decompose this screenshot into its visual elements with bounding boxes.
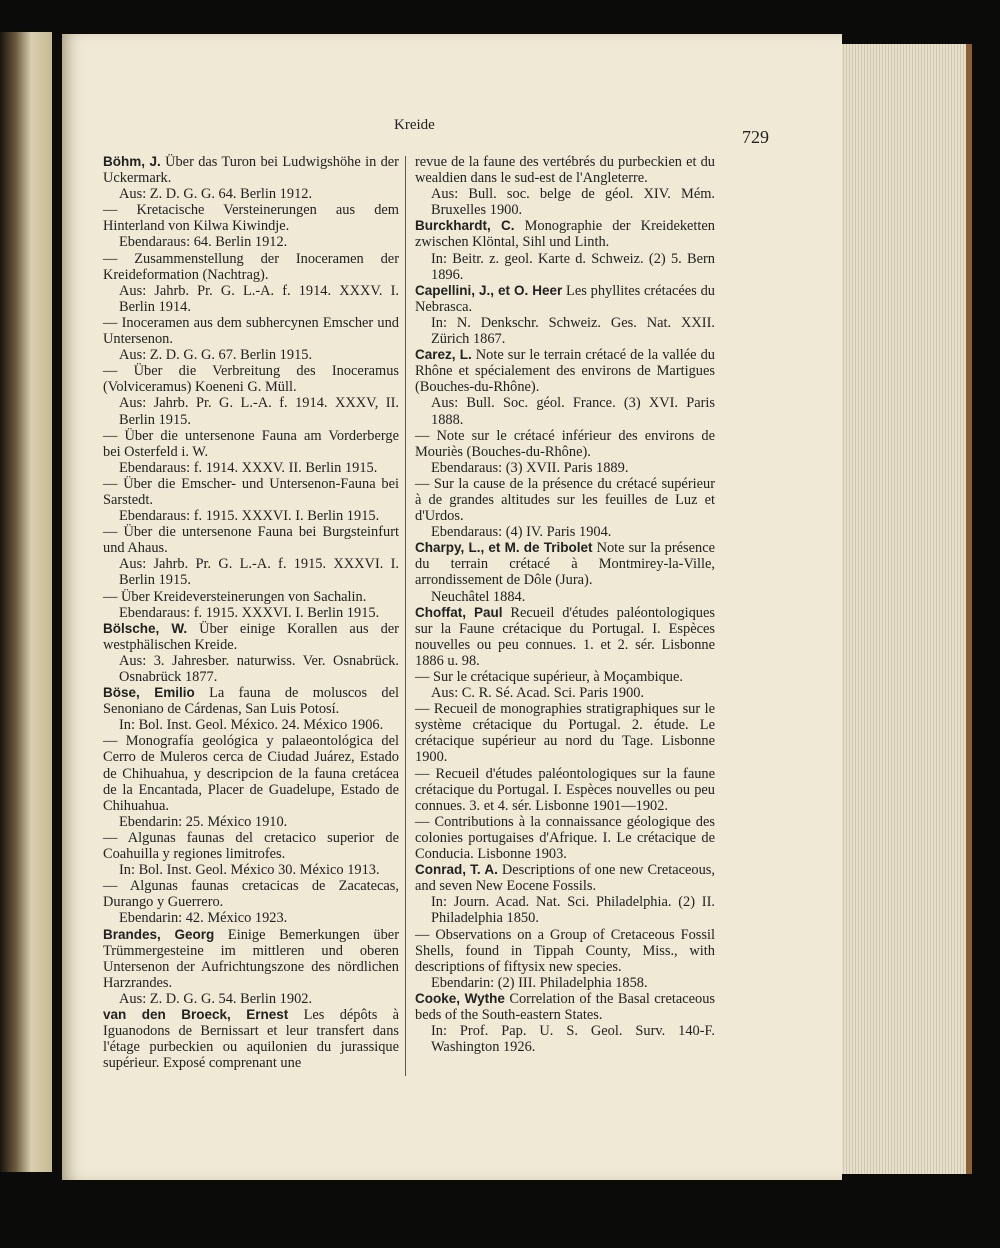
entry-source: Ebendaraus: f. 1914. XXXV. II. Berlin 1915. — [119, 459, 378, 476]
entry-source: Neuchâtel 1884. — [431, 588, 526, 605]
entry-source: Ebendarin: (2) III. Philadelphia 1858. — [431, 974, 648, 991]
entry-title: — Inoceramen aus dem subhercynen Emscher und Untersenon. — [103, 314, 399, 348]
bibliography-entry — [103, 428, 399, 476]
left-column — [103, 154, 399, 1071]
entry-source: Aus: 3. Jahresber. naturwiss. Ver. Osnabrück. Osnabrück 1877. — [119, 652, 399, 685]
entry-source: Ebendaraus: (4) IV. Paris 1904. — [431, 524, 612, 541]
entry-source: Aus: C. R. Sé. Acad. Sci. Paris 1900. — [431, 685, 645, 702]
entry-title: — Contributions à la connaissance géologique des colonies portugaises d'Afrique. I. Le crétacique de Conducia. Lisbonne 1903. — [415, 813, 715, 863]
entry-title: — Observations on a Group of Cretaceous Fossil Shells, found in Tippah County, Miss., with descriptions of fiftysix new species. — [415, 926, 715, 975]
column-divider — [405, 156, 406, 1076]
bibliography-entry — [415, 701, 715, 765]
entry-title: Über das Turon bei Ludwigshöhe in der Uckermark. — [103, 154, 399, 187]
entry-title: — Kretacische Versteinerungen aus dem Hinterland von Kilwa Kiwindje. — [103, 202, 399, 235]
entry-author: Böse, Emilio — [103, 685, 195, 701]
bibliography-entry — [103, 251, 399, 315]
bibliography-entry — [103, 830, 399, 878]
bibliography-entry — [415, 991, 715, 1055]
entry-title: — Sur le crétacique supérieur, à Moçambique. — [415, 669, 683, 685]
bibliography-entry — [103, 621, 399, 685]
bibliography-entry — [415, 347, 715, 427]
bibliography-entry — [103, 878, 399, 926]
bibliography-entry — [415, 476, 715, 540]
bibliography-entry — [103, 363, 399, 427]
bibliography-entry — [415, 605, 715, 669]
entry-author: Capellini, J., et O. Heer — [415, 282, 563, 298]
entry-source: In: N. Denkschr. Schweiz. Ges. Nat. XXII. Zürich 1867. — [431, 314, 715, 348]
bibliography-entry — [103, 685, 399, 733]
bibliography-entry — [103, 733, 399, 830]
bibliography-entry — [415, 154, 715, 218]
entry-title: Correlation of the Basal cretaceous beds of the South-eastern States. — [415, 990, 716, 1023]
bibliography-entry — [103, 202, 399, 250]
entry-title: — Zusammenstellung der Inoceramen der Kreideformation (Nachtrag). — [103, 250, 399, 283]
entry-title: — Über die Verbreitung des Inoceramus (Volviceramus) Koeneni G. Müll. — [103, 363, 399, 396]
entry-source: Aus: Jahrb. Pr. G. L.-A. f. 1914. XXXV, II. Berlin 1915. — [119, 395, 399, 428]
page-stack-edge — [838, 44, 972, 1174]
entry-source: Aus: Z. D. G. G. 64. Berlin 1912. — [119, 186, 313, 203]
bibliography-entry — [415, 428, 715, 476]
entry-source: In: Journ. Acad. Nat. Sci. Philadelphia. (2) II. Philadelphia 1850. — [431, 894, 715, 927]
entry-title: — Über die untersenone Fauna bei Burgsteinfurt und Ahaus. — [103, 524, 399, 557]
entry-author: Carez, L. — [415, 347, 472, 363]
entry-title: — Note sur le crétacé inférieur des environs de Mouriès (Bouches-du-Rhône). — [415, 427, 715, 460]
right-column — [415, 154, 715, 1055]
entry-title: — Über Kreideversteinerungen von Sachalin. — [103, 588, 367, 605]
entry-source: Ebendarin: 25. México 1910. — [119, 813, 288, 830]
bibliography-entry — [415, 540, 715, 604]
entry-source: Aus: Z. D. G. G. 54. Berlin 1902. — [119, 990, 313, 1007]
entry-source: Ebendaraus: 64. Berlin 1912. — [119, 234, 288, 251]
entry-title: Recueil d'études paléontologiques sur la Faune crétacique du Portugal. I. Espèces nouvelles ou peu connues. 1. et 2. sér. Lisbonne 1886 u. 98. — [415, 604, 715, 669]
entry-title: La fauna de moluscos del Senoniano de Cárdenas, San Luis Potosí. — [103, 685, 399, 718]
bibliography-entry — [415, 218, 715, 282]
bibliography-entry — [103, 589, 399, 621]
bibliography-entry — [415, 669, 715, 701]
bibliography-entry — [103, 1007, 399, 1071]
entry-author: Charpy, L., et M. de Tribolet — [415, 540, 593, 556]
entry-title: Les phyllites crétacées du Nebrasca. — [415, 282, 715, 315]
entry-title: Note sur le terrain crétacé de la vallée du Rhône et spécialement des environs de Martigues (Bouches-du-Rhône). — [415, 347, 715, 396]
entry-title: Einige Bemerkungen über Trümmergesteine im mittleren und oberen Untersenon der Aufrichtungszone des nördlichen Harzrandes. — [103, 926, 399, 991]
bibliography-entry — [103, 154, 399, 202]
facing-page-edge — [0, 32, 52, 1172]
entry-source: Aus: Jahrb. Pr. G. L.-A. f. 1915. XXXVI. I. Berlin 1915. — [119, 556, 399, 589]
entry-author: Bölsche, W. — [103, 620, 188, 636]
entry-source: In: Bol. Inst. Geol. México 30. México 1913. — [119, 862, 380, 879]
entry-title: Monographie der Kreideketten zwischen Klöntal, Sihl und Linth. — [415, 218, 715, 251]
entry-author: Choffat, Paul — [415, 604, 503, 620]
entry-source: Ebendaraus: f. 1915. XXXVI. I. Berlin 1915. — [119, 508, 380, 525]
bibliography-entry — [415, 927, 715, 991]
bibliography-entry — [415, 862, 715, 926]
entry-title: — Algunas faunas del cretacico superior de Coahuilla y regiones limitrofes. — [103, 829, 399, 863]
bibliography-entry — [103, 476, 399, 524]
bibliography-entry — [415, 766, 715, 814]
entry-source: Aus: Z. D. G. G. 67. Berlin 1915. — [119, 347, 313, 364]
entry-title: — Über die untersenone Fauna am Vorderberge bei Osterfeld i. W. — [103, 427, 399, 460]
page-number: 729 — [742, 127, 769, 147]
entry-author: Böhm, J. — [103, 154, 161, 169]
entry-source: Ebendaraus: (3) XVII. Paris 1889. — [431, 459, 629, 476]
entry-title: — Recueil de monographies stratigraphiques sur le système crétacique du Portugal. 2. étude. Le crétacique supérieur au nord du Tage. Lisbonne 1900. — [415, 701, 715, 766]
entry-source: Aus: Bull. Soc. géol. France. (3) XVI. Paris 1888. — [431, 395, 715, 428]
bibliography-entry — [103, 315, 399, 363]
entry-source: In: Prof. Pap. U. S. Geol. Surv. 140-F. Washington 1926. — [431, 1023, 715, 1056]
entry-source: Ebendarin: 42. México 1923. — [119, 910, 288, 927]
entry-author: Brandes, Georg — [103, 926, 215, 942]
bibliography-entry — [415, 814, 715, 862]
entry-title: Über einige Korallen aus der westphälischen Kreide. — [103, 620, 399, 653]
entry-source: Aus: Jahrb. Pr. G. L.-A. f. 1914. XXXV. I. Berlin 1914. — [119, 282, 399, 315]
entry-title: Descriptions of one new Cretaceous, and seven New Eocene Fossils. — [415, 862, 715, 895]
entry-title: revue de la faune des vertébrés du purbeckien et du wealdien dans le sud-est de l'Angleterre. — [415, 154, 715, 187]
entry-source: In: Beitr. z. geol. Karte d. Schweiz. (2) 5. Bern 1896. — [431, 250, 715, 283]
entry-title: Les dépôts à Iguanodons de Bernissart et leur transfert dans l'étage purbeckien ou aquilonien du jurassique supérieur. Exposé comprenant une — [103, 1006, 400, 1072]
entry-title: Note sur la présence du terrain crétacé à Montmirey-la-Ville, arrondissement de Dôle (Jura). — [415, 540, 715, 589]
entry-source: Aus: Bull. soc. belge de géol. XIV. Mém. Bruxelles 1900. — [431, 186, 715, 219]
entry-source: In: Bol. Inst. Geol. México. 24. México 1906. — [119, 717, 384, 734]
bibliography-entry — [103, 927, 399, 1007]
entry-title: — Über die Emscher- und Untersenon-Fauna bei Sarstedt. — [103, 475, 399, 508]
entry-author: Cooke, Wythe — [415, 990, 505, 1006]
entry-author: van den Broeck, Ernest — [103, 1006, 289, 1022]
bibliography-entry — [415, 283, 715, 347]
entry-title: — Algunas faunas cretacicas de Zacatecas, Durango y Guerrero. — [103, 878, 399, 911]
entry-author: Conrad, T. A. — [415, 862, 498, 878]
entry-title: — Sur la cause de la présence du crétacé supérieur à de grandes altitudes sur les feuilles de Luz et d'Urdos. — [415, 475, 715, 525]
entry-title: — Recueil d'études paléontologiques sur la faune crétacique du Portugal. I. Espèces nouvelles ou peu connues. 3. et 4. sér. Lisbonne 1901—1902. — [415, 765, 715, 814]
entry-author: Burckhardt, C. — [415, 218, 515, 234]
entry-title: — Monografía geológica y palaeontológica del Cerro de Muleros cerca de Ciudad Juárez, Estado de Chihuahua, y descripcion de la fauna cretácea de la Encantada, Placer de Guadelupe, Estado de Chihuahua. — [103, 733, 399, 814]
bibliography-entry — [103, 524, 399, 588]
running-head: Kreide — [394, 117, 435, 133]
entry-source: Ebendaraus: f. 1915. XXXVI. I. Berlin 1915. — [119, 604, 380, 621]
